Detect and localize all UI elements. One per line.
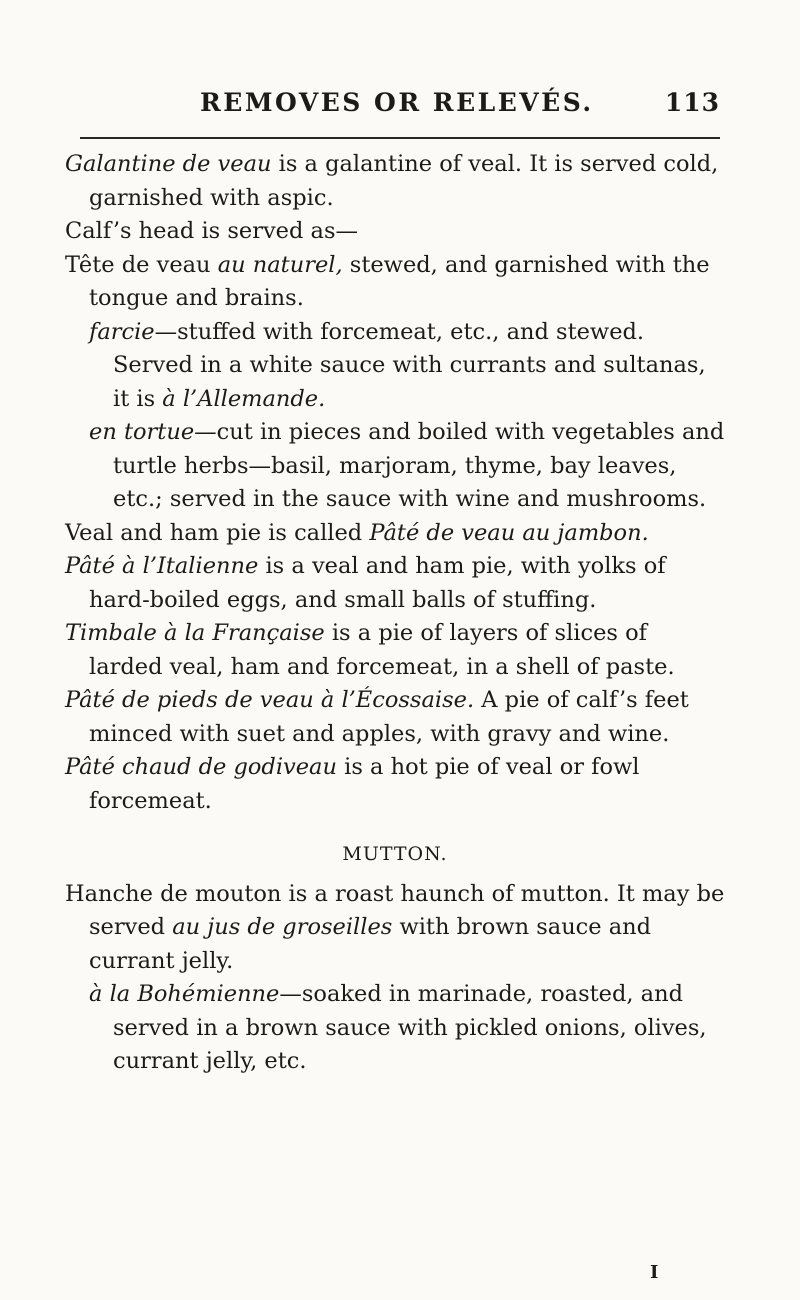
paragraph-hanche-de-mouton bbox=[65, 878, 725, 979]
roman-text: is a hot pie of veal or fowl forcemeat. bbox=[89, 754, 640, 814]
italic-text: Galantine de veau bbox=[65, 151, 272, 177]
roman-text: is a veal and ham pie, with yolks of hard-boiled eggs, and small balls of stuffing. bbox=[89, 553, 666, 613]
italic-text: Timbale à la Française bbox=[65, 620, 325, 646]
paragraph-pate-chaud bbox=[65, 751, 725, 818]
text-body bbox=[65, 148, 725, 1079]
section-heading-mutton: MUTTON. bbox=[342, 843, 448, 865]
italic-text: à l’Allemande. bbox=[162, 385, 326, 412]
italic-text: Pâté de veau au jambon. bbox=[369, 519, 649, 546]
paragraph-calfs-head bbox=[65, 215, 725, 249]
running-title: REMOVES OR RELEVÉS. bbox=[200, 88, 594, 117]
italic-text: Pâté chaud de godiveau bbox=[65, 754, 337, 780]
roman-text: Tête de veau bbox=[65, 251, 218, 278]
roman-text: is a galantine of veal. It is served cold, garnished with aspic. bbox=[89, 151, 719, 211]
paragraph-veal-ham-pie bbox=[65, 517, 725, 551]
roman-text: Hanche de mouton is a roast haunch of mutton. It may be served bbox=[65, 880, 725, 940]
italic-text: farcie bbox=[89, 318, 155, 345]
roman-text: —stuffed with forcemeat, etc., and stewed. Served in a white sauce with currants and sultanas, it is bbox=[113, 318, 706, 412]
italic-text: à la Bohémienne bbox=[89, 981, 280, 1007]
roman-text: Calf’s head is served as— bbox=[65, 218, 358, 244]
paragraph-boheмienne bbox=[65, 978, 725, 1079]
italic-text: en tortue bbox=[89, 419, 195, 445]
italic-text: au jus de groseilles bbox=[172, 914, 393, 940]
italic-text: Pâté à l’Italienne bbox=[65, 553, 259, 579]
paragraph-farcie bbox=[65, 316, 725, 417]
signature-mark: I bbox=[650, 1262, 659, 1283]
roman-text: with brown sauce and currant jelly. bbox=[89, 914, 652, 974]
paragraph-galantine bbox=[65, 148, 725, 215]
italic-text: au naturel, bbox=[217, 251, 343, 278]
paragraph-pate-pieds bbox=[65, 684, 725, 751]
roman-text: —soaked in marinade, roasted, and served in a brown sauce with pickled onions, olives, currant jelly, etc. bbox=[113, 981, 707, 1074]
header-rule bbox=[80, 137, 720, 139]
roman-text: is a pie of layers of slices of larded veal, ham and forcemeat, in a shell of paste. bbox=[89, 620, 675, 680]
roman-text: Veal and ham pie is called bbox=[65, 519, 370, 546]
roman-text: A pie of calf’s feet minced with suet and apples, with gravy and wine. bbox=[89, 687, 689, 747]
paragraph-tete-de-veau bbox=[65, 249, 725, 316]
page-number: 113 bbox=[664, 88, 720, 117]
italic-text: Pâté de pieds de veau à l’Écossaise. bbox=[65, 687, 475, 713]
paragraph-en-tortue bbox=[65, 416, 725, 517]
running-header bbox=[200, 88, 720, 128]
roman-text: stewed, and garnished with the tongue and brains. bbox=[89, 251, 710, 311]
paragraph-pate-italienne bbox=[65, 550, 725, 617]
paragraph-timbale bbox=[65, 617, 725, 684]
roman-text: —cut in pieces and boiled with vegetables and turtle herbs—basil, marjoram, thyme, bay leaves, etc.; served in the sauce with wine and mushrooms. bbox=[113, 419, 725, 512]
